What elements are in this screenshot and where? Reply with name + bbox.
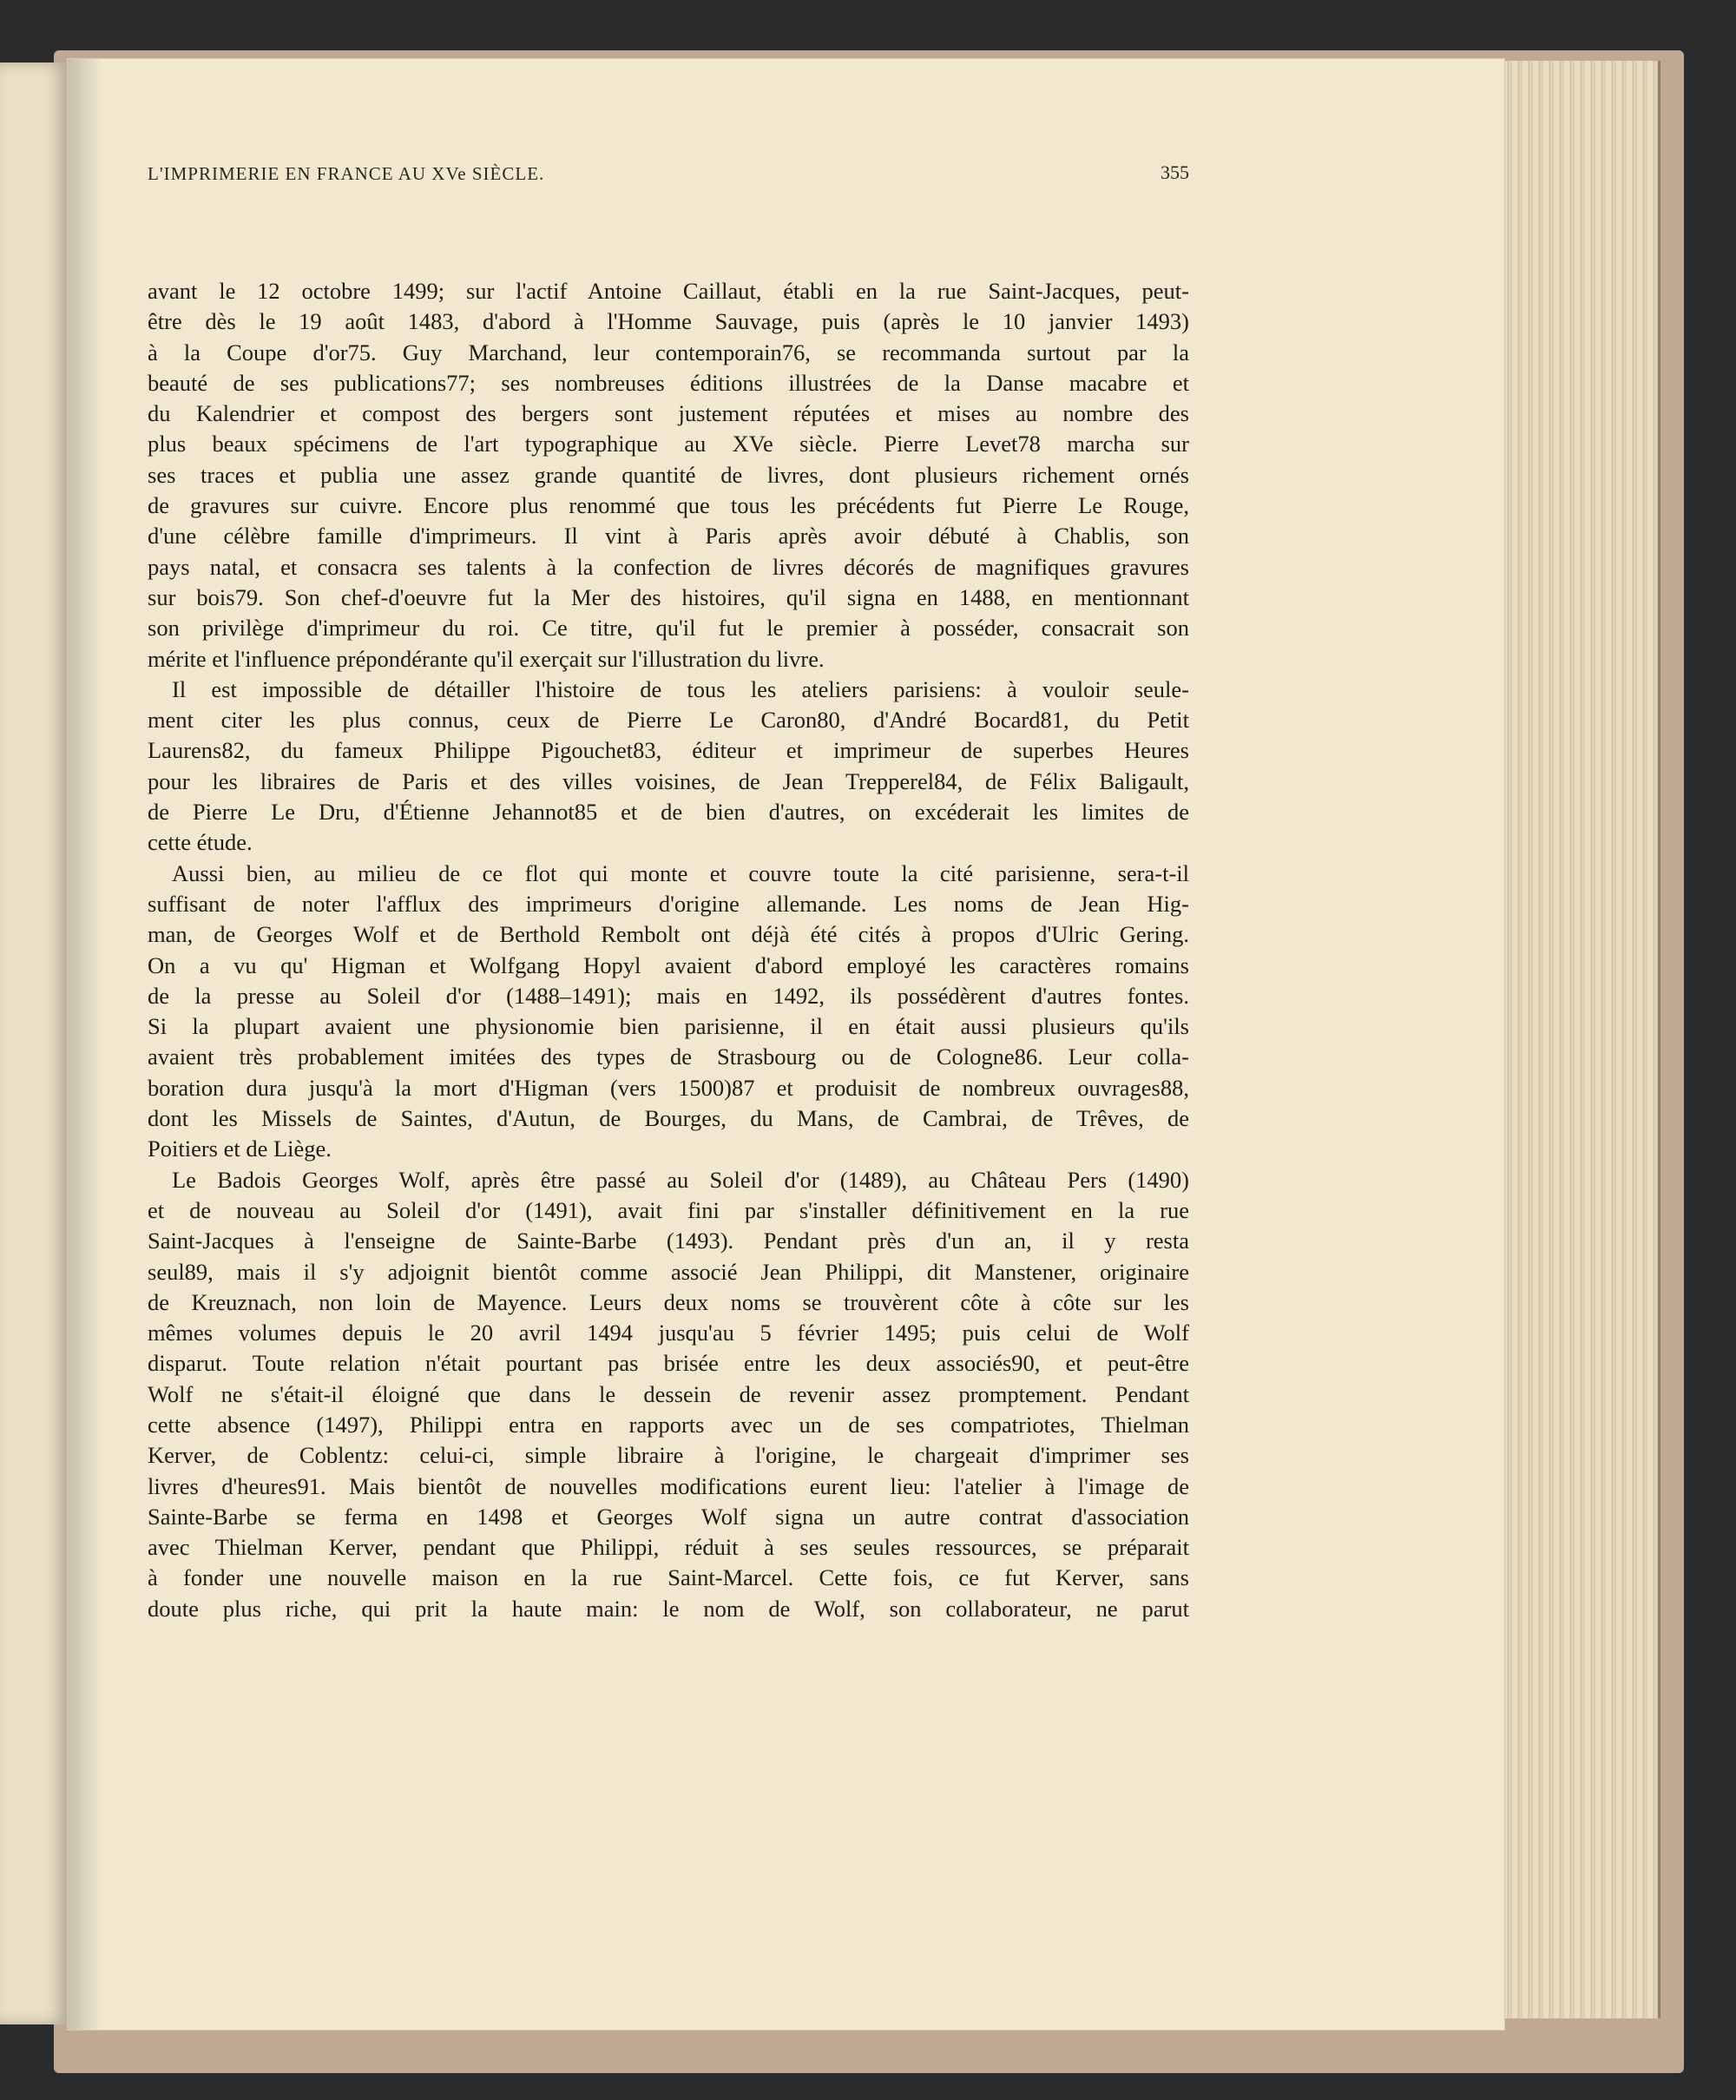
text-line: d'une célèbre famille d'imprimeurs. Il vint à Paris après avoir débuté à Chablis, son [148, 523, 1189, 550]
text-line: cette absence (1497), Philippi entra en rapports avec un de ses compatriotes, Thielman [148, 1411, 1189, 1438]
page-edges [1502, 61, 1660, 2018]
text-line: Sainte-Barbe se ferma en 1498 et Georges Wolf signa un autre contrat d'association [148, 1503, 1189, 1530]
text-line: mérite et l'influence prépondérante qu'il exerçait sur l'illustration du livre. [148, 645, 825, 672]
text-line: suffisant de noter l'afflux des imprimeurs d'origine allemande. Les noms de Jean Hig- [148, 890, 1189, 917]
text-line: pays natal, et consacra ses talents à la confection de livres décorés de magnifiques gravures [148, 553, 1189, 580]
text-line: de Pierre Le Dru, d'Étienne Jehannot85 et de bien d'autres, on excéderait les limites de [148, 799, 1189, 826]
text-line: man, de Georges Wolf et de Berthold Rembolt ont déjà été cités à propos d'Ulric Gering. [148, 921, 1189, 948]
text-line: dont les Missels de Saintes, d'Autun, de Bourges, du Mans, de Cambrai, de Trêves, de [148, 1105, 1189, 1132]
text-line: beauté de ses publications77; ses nombreuses éditions illustrées de la Danse macabre et [148, 369, 1189, 396]
text-line: Wolf ne s'était-il éloigné que dans le dessein de revenir assez promptement. Pendant [148, 1380, 1189, 1407]
text-line: et de nouveau au Soleil d'or (1491), avait fini par s'installer définitivement en la rue [148, 1196, 1189, 1223]
text-line: de gravures sur cuivre. Encore plus renommé que tous les précédents fut Pierre Le Rouge, [148, 492, 1189, 519]
text-line: On a vu qu' Higman et Wolfgang Hopyl avaient d'abord employé les caractères romains [148, 951, 1189, 978]
text-line: Si la plupart avaient une physionomie bien parisienne, il en était aussi plusieurs qu'ils [148, 1013, 1189, 1040]
text-line: ment citer les plus connus, ceux de Pierre Le Caron80, d'André Bocard81, du Petit [148, 707, 1189, 734]
text-line: Le Badois Georges Wolf, après être passé au Soleil d'or (1489), au Château Pers (1490) [172, 1166, 1189, 1193]
running-title: L'IMPRIMERIE EN FRANCE AU XVe SIÈCLE. [148, 163, 545, 184]
text-line: boration dura jusqu'à la mort d'Higman (vers 1500)87 et produisit de nombreux ouvrages88, [148, 1074, 1189, 1101]
text-line: Poitiers et de Liège. [148, 1136, 332, 1162]
text-line: avant le 12 octobre 1499; sur l'actif Antoine Caillaut, établi en la rue Saint-Jacques, peut- [148, 278, 1189, 304]
text-line: de la presse au Soleil d'or (1488–1491); mais en 1492, ils possédèrent d'autres fontes. [148, 982, 1189, 1009]
body-text [148, 276, 1189, 1624]
left-page-edge [0, 63, 69, 2024]
text-line: disparut. Toute relation n'était pourtant pas brisée entre les deux associés90, et peut-être [148, 1350, 1189, 1377]
text-line: Laurens82, du fameux Philippe Pigouchet83, éditeur et imprimeur de superbes Heures [148, 737, 1189, 764]
text-line: pour les libraires de Paris et des villes voisines, de Jean Trepperel84, de Félix Baligault, [148, 767, 1189, 794]
text-line: seul89, mais il s'y adjoignit bientôt comme associé Jean Philippi, dit Manstener, originaire [148, 1258, 1189, 1285]
text-line: son privilège d'imprimeur du roi. Ce titre, qu'il fut le premier à posséder, consacrait son [148, 615, 1189, 642]
text-line: à fonder une nouvelle maison en la rue Saint-Marcel. Cette fois, ce fut Kerver, sans [148, 1564, 1189, 1591]
text-line: doute plus riche, qui prit la haute main: le nom de Wolf, son collaborateur, ne parut [148, 1595, 1189, 1622]
text-line: livres d'heures91. Mais bientôt de nouvelles modifications eurent lieu: l'atelier à l'image de [148, 1472, 1189, 1499]
text-line: de Kreuznach, non loin de Mayence. Leurs deux noms se trouvèrent côte à côte sur les [148, 1288, 1189, 1315]
text-line: être dès le 19 août 1483, d'abord à l'Homme Sauvage, puis (après le 10 janvier 1493) [148, 308, 1189, 335]
text-line: mêmes volumes depuis le 20 avril 1494 jusqu'au 5 février 1495; puis celui de Wolf [148, 1320, 1189, 1346]
text-line: à la Coupe d'or75. Guy Marchand, leur contemporain76, se recommanda surtout par la [148, 339, 1189, 365]
text-line: Il est impossible de détailler l'histoire de tous les ateliers parisiens: à vouloir seule- [172, 675, 1189, 702]
page-number: 355 [1161, 161, 1189, 183]
text-line: Kerver, de Coblentz: celui-ci, simple libraire à l'origine, le chargeait d'imprimer ses [148, 1442, 1189, 1469]
text-line: avec Thielman Kerver, pendant que Philippi, réduit à ses seules ressources, se préparait [148, 1534, 1189, 1561]
text-line: Saint-Jacques à l'enseigne de Sainte-Barbe (1493). Pendant près d'un an, il y resta [148, 1228, 1189, 1254]
text-line: plus beaux spécimens de l'art typographique au XVe siècle. Pierre Levet78 marcha sur [148, 431, 1189, 458]
text-line: ses traces et publia une assez grande quantité de livres, dont plusieurs richement ornés [148, 461, 1189, 488]
text-line: du Kalendrier et compost des bergers sont justement réputées et mises au nombre des [148, 400, 1189, 427]
text-line: sur bois79. Son chef-d'oeuvre fut la Mer des histoires, qu'il signa en 1488, en mentionnant [148, 583, 1189, 610]
text-line: cette étude. [148, 829, 253, 856]
text-line: avaient très probablement imitées des types de Strasbourg ou de Cologne86. Leur colla- [148, 1043, 1189, 1070]
text-line: Aussi bien, au milieu de ce flot qui monte et couvre toute la cité parisienne, sera-t-il [172, 859, 1189, 886]
